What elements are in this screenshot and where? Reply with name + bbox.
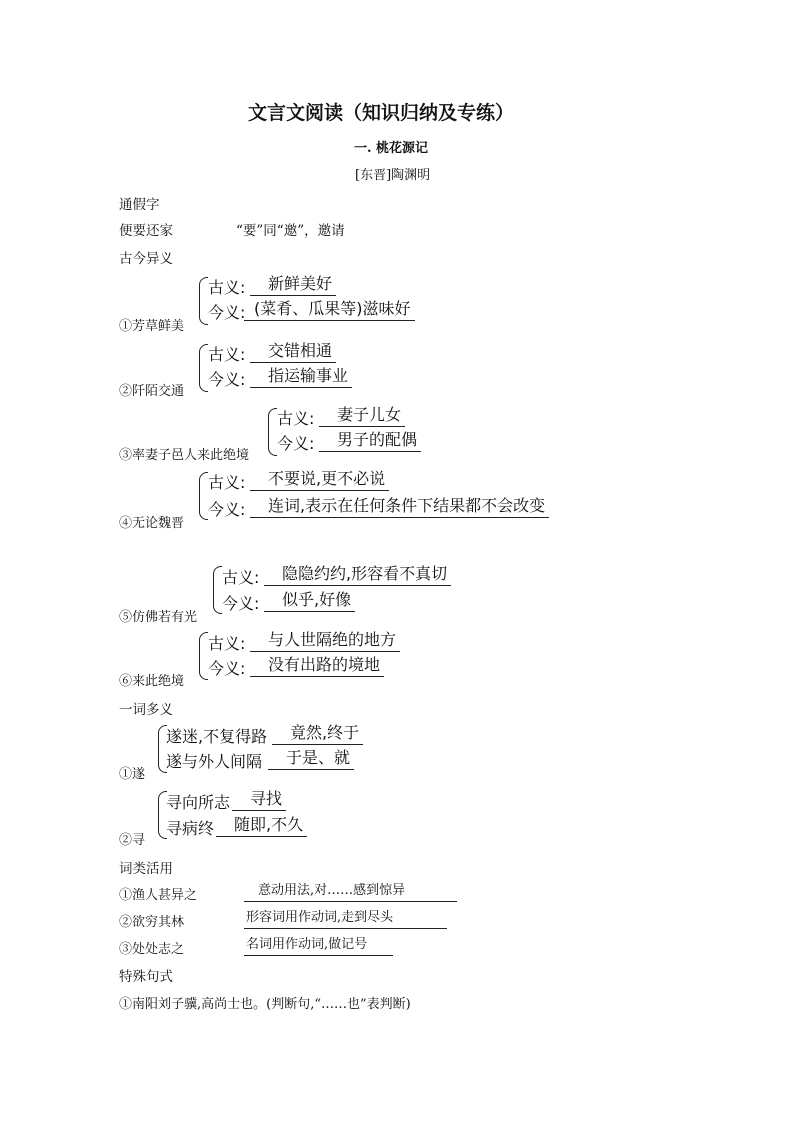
yici-word: ②寻 <box>119 833 146 848</box>
cilei-answer: 形容词用作动词,走到尽头 <box>244 909 447 929</box>
section-heading: 古今异义 <box>119 251 173 267</box>
tongjiazi-phrase: 便要还家 <box>119 223 173 239</box>
gu-label: 古义: <box>208 278 246 297</box>
tongjiazi-note: “要”同“邀”，邀请 <box>236 223 345 239</box>
gujin-word: ②阡陌交通 <box>119 384 185 399</box>
section-heading: 通假字 <box>119 197 160 213</box>
gu-label: 古义: <box>208 634 246 653</box>
section-heading: 一词多义 <box>119 702 173 718</box>
jin-answer: 男子的配偶 <box>319 430 421 452</box>
yici-word: ①遂 <box>119 767 146 782</box>
cilei-phrase: ①渔人甚异之 <box>119 888 198 903</box>
yici-meaning: 随即,不久 <box>216 815 307 837</box>
yici-meaning: 于是、就 <box>268 748 354 770</box>
gu-answer: 妻子儿女 <box>319 405 405 427</box>
yici-phrase: 遂迷,不复得路 <box>166 727 268 746</box>
jin-answer: (菜肴、瓜果等)滋味好 <box>244 299 415 321</box>
cilei-answer: 意动用法,对……感到惊异 <box>244 882 457 902</box>
gu-label: 古义: <box>208 473 246 492</box>
jin-label: 今义: <box>208 303 246 322</box>
yici-meaning: 寻找 <box>232 789 286 811</box>
gu-label: 古义: <box>208 345 246 364</box>
gu-label: 古义: <box>222 568 260 587</box>
brace-shape <box>199 277 208 325</box>
brace-shape <box>268 408 277 456</box>
jin-label: 今义: <box>277 434 315 453</box>
jin-label: 今义: <box>222 594 260 613</box>
jin-answer: 似乎,好像 <box>264 590 355 612</box>
jin-answer: 连词,表示在任何条件下结果都不会改变 <box>250 496 549 518</box>
jin-label: 今义: <box>208 370 246 389</box>
cilei-phrase: ②欲穷其林 <box>119 915 185 930</box>
gu-answer: 新鲜美好 <box>250 274 336 296</box>
page-title: 文言文阅读（知识归纳及专练） <box>248 102 515 124</box>
gujin-word: ③率妻子邑人来此绝境 <box>119 448 250 463</box>
section-heading: 特殊句式 <box>119 969 173 985</box>
gu-label: 古义: <box>277 409 315 428</box>
lesson-title: 一. 桃花源记 <box>354 141 429 156</box>
brace-shape <box>199 344 208 392</box>
jin-label: 今义: <box>208 500 246 519</box>
gu-answer: 交错相通 <box>250 341 336 363</box>
yici-phrase: 寻向所志 <box>166 793 231 812</box>
cilei-answer: 名词用作动词,做记号 <box>244 936 393 956</box>
brace-shape <box>199 472 208 520</box>
jin-answer: 没有出路的境地 <box>250 655 384 677</box>
gu-answer: 与人世隔绝的地方 <box>250 630 400 652</box>
cilei-phrase: ③处处志之 <box>119 942 185 957</box>
gu-answer: 不要说,更不必说 <box>250 469 389 491</box>
teshu-sentence: ①南阳刘子骥,高尚士也。(判断句,“……也”表判断) <box>119 997 411 1012</box>
yici-phrase: 遂与外人间隔 <box>166 752 263 771</box>
gujin-word: ①芳草鲜美 <box>119 319 185 334</box>
gujin-word: ⑥来此绝境 <box>119 674 185 689</box>
yici-phrase: 寻病终 <box>166 819 215 838</box>
jin-label: 今义: <box>208 659 246 678</box>
gujin-word: ⑤仿佛若有光 <box>119 610 198 625</box>
jin-answer: 指运输事业 <box>250 366 352 388</box>
yici-meaning: 竟然,终于 <box>272 723 363 745</box>
brace-shape <box>213 566 222 614</box>
section-heading: 词类活用 <box>119 861 173 877</box>
author-line: [东晋]陶渊明 <box>355 168 431 183</box>
brace-shape <box>199 632 208 680</box>
gujin-word: ④无论魏晋 <box>119 516 185 531</box>
gu-answer: 隐隐约约,形容看不真切 <box>264 564 451 586</box>
